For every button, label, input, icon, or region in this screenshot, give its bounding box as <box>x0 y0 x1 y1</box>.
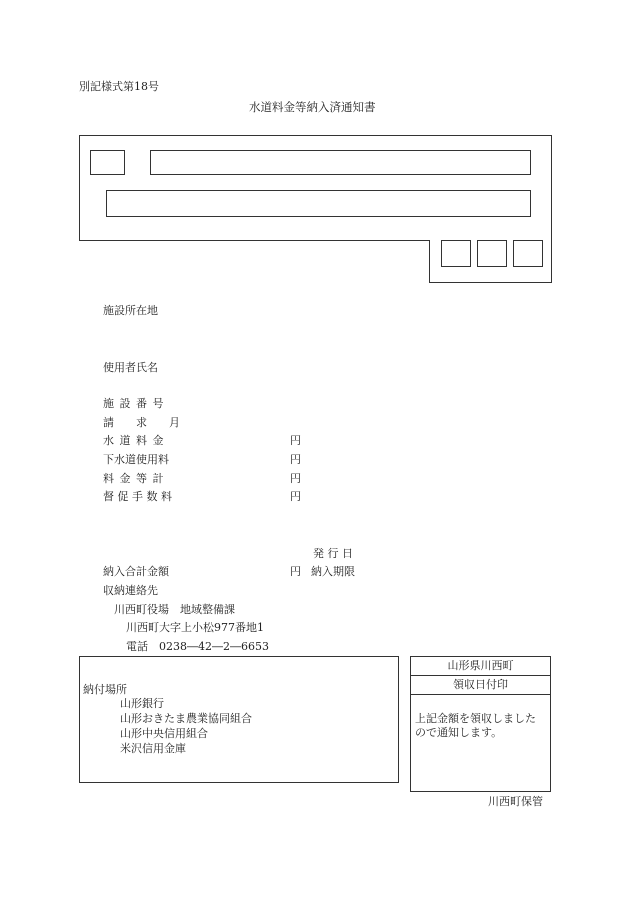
late-fee-yen: 円 <box>290 490 301 503</box>
receipt-message-line2: ので通知します。 <box>415 726 503 739</box>
payment-place-item: 山形おきたま農業協同組合 <box>120 712 252 725</box>
facility-location-label: 施設所在地 <box>103 304 158 317</box>
late-fee-label: 督 促 手 数 料 <box>103 490 172 503</box>
code-box-1 <box>441 240 471 267</box>
total-payment-label: 納入合計金額 <box>103 565 169 578</box>
code-box-3 <box>513 240 543 267</box>
payment-places-heading: 納付場所 <box>83 683 127 696</box>
name-line-box <box>106 190 531 217</box>
billing-month-label: 請 求 月 <box>103 416 180 429</box>
postal-code-box <box>90 150 125 175</box>
due-date-label: 納入期限 <box>311 565 355 578</box>
water-fee-label: 水 道 料 金 <box>103 434 165 447</box>
contact-label: 収納連絡先 <box>103 584 158 597</box>
form-number: 別記様式第18号 <box>79 80 159 93</box>
payment-place-item: 米沢信用金庫 <box>120 742 186 755</box>
sewer-fee-label: 下水道使用料 <box>103 453 169 466</box>
footer-storage-note: 川西町保管 <box>488 795 543 808</box>
total-fees-label: 料 金 等 計 <box>103 472 165 485</box>
total-payment-yen: 円 <box>290 565 301 578</box>
user-name-label: 使用者氏名 <box>103 361 158 374</box>
address-line-box <box>150 150 531 175</box>
document-title: 水道料金等納入済通知書 <box>249 100 376 114</box>
water-fee-yen: 円 <box>290 434 301 447</box>
receipt-divider-1 <box>410 675 551 676</box>
issue-date-label: 発 行 日 <box>313 547 353 560</box>
facility-number-label: 施 設 番 号 <box>103 397 165 410</box>
receipt-divider-2 <box>410 694 551 695</box>
code-box-2 <box>477 240 507 267</box>
sewer-fee-yen: 円 <box>290 453 301 466</box>
contact-address: 川西町大字上小松977番地1 <box>126 621 264 634</box>
contact-office: 川西町役場 地域整備課 <box>114 603 235 616</box>
receipt-message-line1: 上記金額を領収しました <box>415 712 536 725</box>
payment-place-item: 山形銀行 <box>120 697 164 710</box>
receipt-header: 山形県川西町 <box>447 659 514 672</box>
contact-phone: 電話 0238―42―2―6653 <box>126 640 269 653</box>
payment-place-item: 山形中央信用組合 <box>120 727 208 740</box>
receipt-stamp-label: 領収日付印 <box>453 678 508 691</box>
total-fees-yen: 円 <box>290 472 301 485</box>
